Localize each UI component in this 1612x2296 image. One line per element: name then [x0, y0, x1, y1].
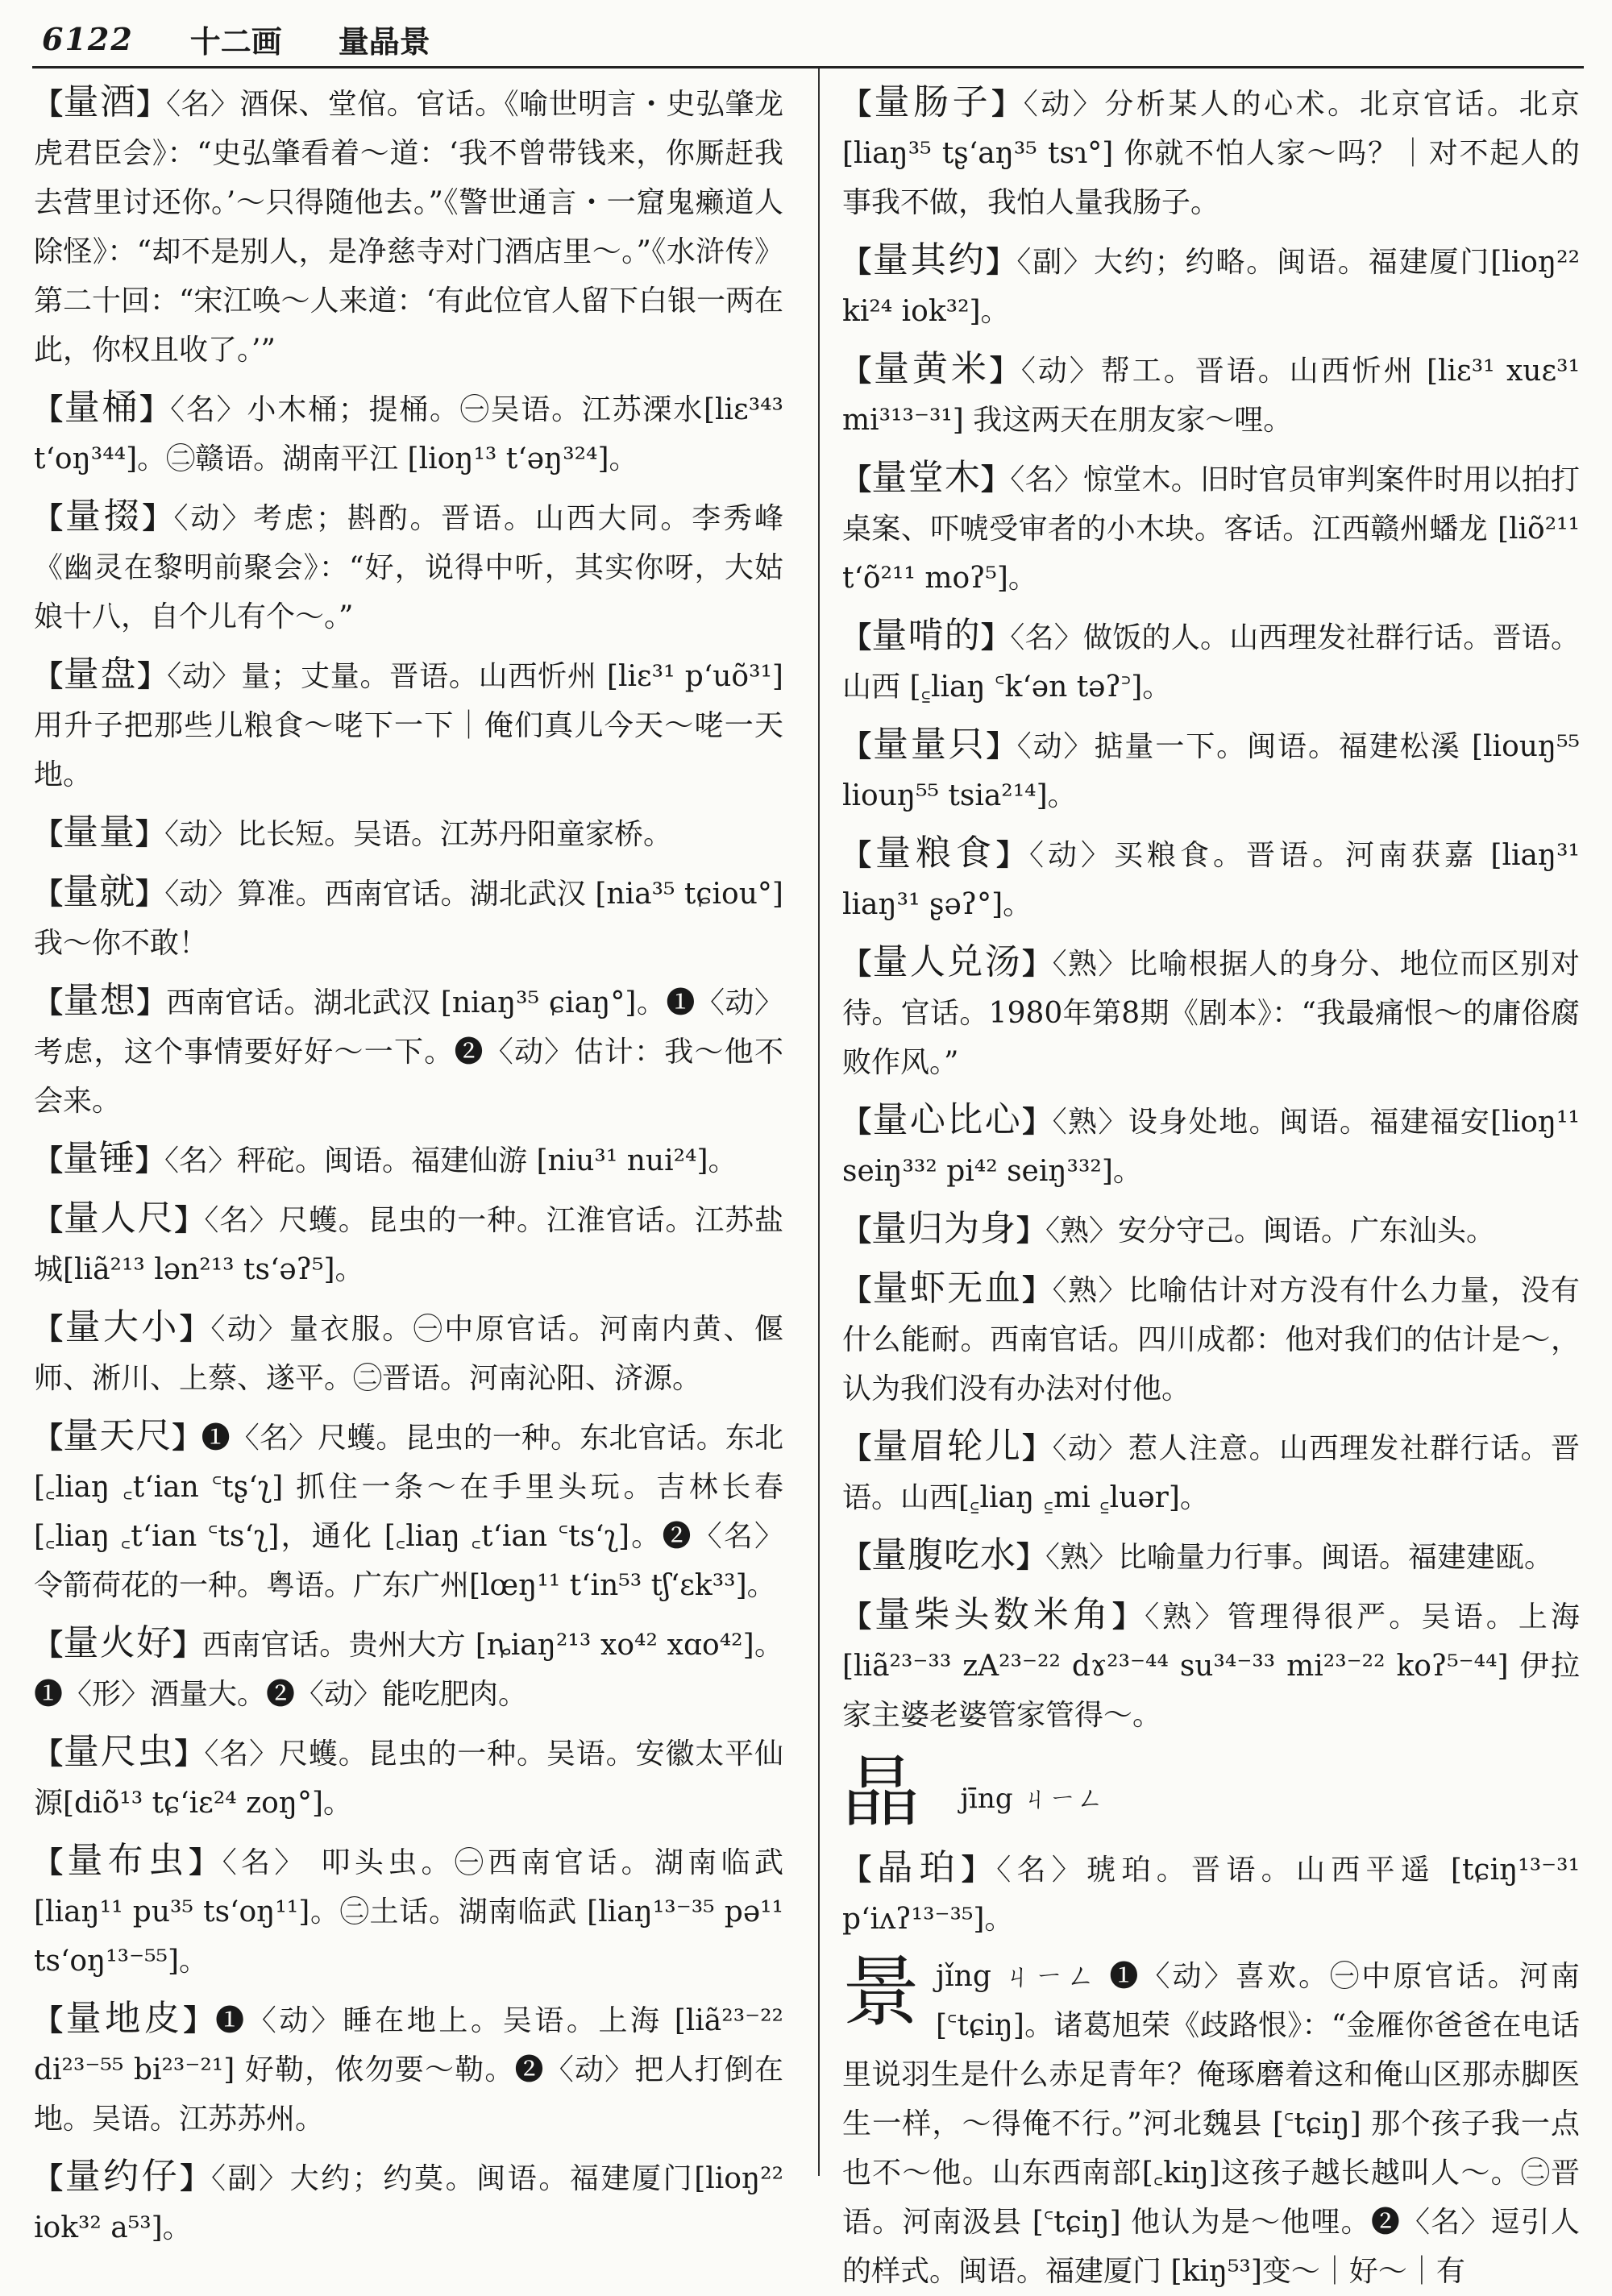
entry-headword: 量约仔 [64, 2156, 181, 2197]
dictionary-entry [842, 720, 1580, 820]
entry-headword: 量眉轮儿 [872, 1426, 1023, 1467]
bracket-close: 】 [172, 1628, 202, 1662]
dictionary-entry [842, 1530, 1580, 1582]
section-chars: 量晶景 [338, 23, 430, 60]
bracket-close: 】 [989, 354, 1021, 388]
bracket-open: 【 [842, 729, 873, 763]
dictionary-entry [34, 976, 783, 1126]
bracket-close: 】 [986, 245, 1017, 279]
entry-headword: 量地皮 [65, 1998, 184, 2039]
dictionary-entry [34, 867, 783, 968]
dictionary-entry [34, 1727, 783, 1828]
entry-definition: 〈动〉量衣服。㊀中原官话。河南内黄、偃师、淅川、上蔡、遂平。㊁晋语。河南沁阳、济源。 [34, 1313, 783, 1395]
entry-definition: 〈名〉 叩头虫。㊀西南官话。湖南临武 [liaŋ¹¹ pu³⁵ tsʻoŋ¹¹]。㊁土话。湖南临武 [liaŋ¹³⁻³⁵ pə¹¹ tsʻoŋ¹³⁻⁵⁵]。 [34, 1846, 783, 1978]
bracket-open: 【 [34, 1203, 64, 1237]
bracket-open: 【 [34, 817, 64, 851]
entry-headword: 量掇 [64, 496, 143, 537]
entry-definition: 〈动〉比长短。吴语。江苏丹阳童家桥。 [164, 818, 673, 851]
entry-headword: 量心比心 [872, 1099, 1023, 1140]
bracket-open: 【 [842, 947, 873, 981]
bracket-open: 【 [842, 1431, 873, 1465]
entry-headword: 量量 [63, 812, 136, 853]
bracket-open: 【 [842, 245, 873, 279]
jing-head [842, 1748, 1580, 1843]
dictionary-entry [34, 492, 783, 641]
bracket-close: 】 [986, 729, 1017, 763]
column-divider [818, 69, 820, 2176]
header-rule [32, 66, 1584, 69]
entry-definition: 〈名〉琥珀。晋语。山西平遥 [tɕiŋ¹³⁻³¹ pʻiʌʔ¹³⁻³⁵]。 [842, 1854, 1580, 1936]
dictionary-entry [34, 383, 783, 484]
bracket-close: 】 [981, 621, 1011, 654]
bracket-open: 【 [842, 463, 872, 496]
bracket-close: 】 [961, 1853, 997, 1887]
dictionary-entry [34, 1994, 783, 2144]
dictionary-entry [34, 77, 783, 375]
bracket-close: 】 [991, 87, 1024, 121]
entry-headword: 晶珀 [877, 1847, 962, 1888]
bracket-open: 【 [34, 986, 64, 1019]
dictionary-entry [34, 808, 783, 859]
dictionary-entry [842, 611, 1580, 712]
bracket-open: 【 [34, 1144, 64, 1177]
entry-headword: 量大小 [64, 1306, 180, 1347]
dictionary-entry [34, 1411, 783, 1610]
entry-headword: 量黄米 [873, 348, 990, 389]
dictionary-entry [842, 453, 1580, 603]
dictionary-entry [34, 650, 783, 799]
dictionary-entry [34, 1618, 783, 1719]
jing-char: 晶 [842, 1747, 920, 1837]
dictionary-entry [842, 1204, 1580, 1256]
dictionary-entry [842, 1095, 1580, 1196]
entry-headword: 量酒 [63, 81, 137, 122]
entry-definition: 〈动〉帮工。晋语。山西忻州 [liɛ³¹ xuɛ³¹ mi³¹³⁻³¹] 我这两天在朋友家～哩。 [842, 355, 1580, 437]
page-number: 6122 [42, 20, 134, 57]
entry-headword: 量锤 [63, 1138, 136, 1179]
dictionary-entry [34, 1836, 783, 1986]
entry-definition: 〈副〉大约；约莫。闽语。福建厦门[lioŋ²² iok³² a⁵³]。 [34, 2162, 784, 2244]
bracket-open: 【 [34, 1737, 64, 1771]
bracket-close: 】 [1016, 1214, 1046, 1248]
entry-headword: 量腹吃水 [871, 1534, 1017, 1576]
bracket-close: 】 [179, 1312, 211, 1346]
entry-headword: 量人尺 [63, 1198, 175, 1239]
dictionary-entry [34, 1134, 783, 1185]
bracket-open: 【 [842, 838, 875, 872]
entry-definition: 〈名〉秤砣。闽语。福建仙游 [niu³¹ nui²⁴]。 [164, 1144, 737, 1177]
bracket-close: 】 [139, 392, 171, 426]
bracket-close: 】 [136, 986, 167, 1019]
section-label: 十二画 [189, 23, 282, 60]
bracket-open: 【 [842, 1273, 873, 1307]
entry-definition: 〈熟〉比喻根据人的身分、地位而区别对待。官话。1980年第8期《剧本》：“我最痛恨～的庸俗腐败作风。” [842, 948, 1580, 1079]
bracket-close: 】 [137, 659, 168, 693]
bracket-close: 】 [136, 87, 166, 121]
bracket-open: 【 [34, 87, 64, 121]
entry-definition: 〈动〉算准。西南官话。湖北武汉 [nia³⁵ tɕiou°] 我～你不敢！ [34, 878, 783, 960]
entry-headword: 量柴头数米角 [875, 1594, 1112, 1635]
dictionary-entry [34, 2152, 783, 2252]
dictionary-entry [34, 1302, 783, 1403]
bracket-open: 【 [34, 501, 65, 535]
bracket-close: 】 [1022, 947, 1053, 981]
bracket-close: 】 [183, 2003, 216, 2037]
bracket-open: 【 [34, 1628, 64, 1662]
dictionary-entry [842, 1264, 1580, 1414]
entry-definition: 〈名〉尺蠖。昆虫的一种。吴语。安徽太平仙源[diõ¹³ tɕʻiɛ²⁴ zoŋ°]。 [34, 1738, 783, 1820]
entry-definition: 〈熟〉设身处地。闽语。福建福安[lioŋ¹¹ seiŋ³³² pi⁴² seiŋ³³²]。 [842, 1106, 1580, 1188]
entry-definition: 〈动〉买粮食。晋语。河南获嘉 [liaŋ³¹ liaŋ³¹ ʂəʔ°]。 [842, 839, 1580, 921]
entry-headword: 量啃的 [871, 615, 981, 656]
entry-headword: 量尺虫 [63, 1731, 175, 1772]
bracket-close: 】 [1016, 1540, 1046, 1574]
entry-headword: 量堂木 [871, 457, 981, 498]
bracket-open: 【 [34, 659, 64, 693]
dictionary-entry [842, 1843, 1580, 1944]
entry-headword: 量天尺 [63, 1415, 172, 1456]
entry-definition: ❶〈名〉尺蠖。昆虫的一种。东北官话。东北[꜀liaŋ ꜀tʻian ꜂tʂʻʅ] 抓住一条～在手里头玩。吉林长春[꜀liaŋ ꜀tʻian ꜂tsʻʅ]，通化 [꜀liaŋ ꜀tʻian ꜂tsʻʅ]。❷〈名〉令箭荷花的一种。粤语。广东广州[lœŋ¹¹ tʻin⁵³ tʃʻɛk³³]。 [34, 1422, 783, 1602]
entry-definition: 〈熟〉比喻估计对方没有什么力量，没有什么能耐。西南官话。四川成都：他对我们的估计是～，认为我们没有办法对付他。 [842, 1274, 1580, 1405]
entry-definition: 〈动〉掂量一下。闽语。福建松溪 [liouŋ⁵⁵ liouŋ⁵⁵ tsia²¹⁴]。 [842, 730, 1580, 812]
bracket-open: 【 [842, 1214, 872, 1248]
entry-headword: 量盘 [63, 654, 138, 695]
jing2-char: 景 [842, 1947, 920, 2037]
entry-headword: 量肠子 [874, 81, 992, 122]
jing-pinyin: jīng ㄐㄧㄥ [960, 1783, 1104, 1815]
bracket-open: 【 [842, 621, 872, 654]
bracket-open: 【 [34, 1421, 64, 1455]
jing2-text: jǐng ㄐㄧㄥ ❶〈动〉喜欢。㊀中原官话。河南[꜂tɕiŋ]。诸葛旭荣《歧路恨》：“金雁你爸爸在电话里说羽生是什么赤足青年？俺琢磨着这和俺山区那赤脚医生一样，～得俺不行。”河北魏县 [꜂tɕiŋ] 那个孩子我一点也不～他。山东西南部[꜀kiŋ]这孩子越长越叫人～。㊁晋语。河南汲县 [꜂tɕiŋ] 他认为是～他哩。❷〈名〉逗引人的样式。闽语。福建厦门 [kiŋ⁵³]变～｜好～｜有 [842, 1960, 1580, 2288]
bracket-open: 【 [842, 1540, 872, 1574]
entry-definition: 〈名〉惊堂木。旧时官员审判案件时用以拍打桌案、吓唬受审者的小木块。客话。江西赣州蟠龙 [liõ²¹¹ tʻõ²¹¹ moʔ⁵]。 [842, 463, 1580, 595]
bracket-open: 【 [34, 392, 64, 426]
bracket-open: 【 [842, 1105, 873, 1139]
bracket-close: 】 [174, 1737, 205, 1771]
dictionary-entry [842, 828, 1580, 929]
entry-definition: 〈熟〉比喻量力行事。闽语。福建建瓯。 [1045, 1541, 1554, 1574]
entry-definition: 〈名〉做饭的人。山西理发社群行话。晋语。山西 [꜁liaŋ ꜂kʻən təʔ꜄]。 [842, 621, 1580, 704]
page-header [42, 15, 1573, 63]
bracket-open: 【 [34, 1846, 68, 1879]
entry-headword: 量布虫 [67, 1840, 189, 1881]
entry-headword: 量人兑汤 [872, 941, 1023, 982]
bracket-close: 】 [981, 463, 1011, 496]
entry-headword: 量量只 [872, 724, 987, 765]
entry-definition: 〈熟〉安分守己。闽语。广东汕头。 [1045, 1214, 1496, 1248]
bracket-open: 【 [34, 1312, 65, 1346]
jing2-entry [842, 1947, 1580, 2296]
bracket-close: 】 [135, 877, 165, 911]
dictionary-entry [34, 1194, 783, 1294]
bracket-close: 】 [1022, 1431, 1053, 1465]
entry-headword: 量就 [63, 871, 136, 912]
dictionary-entry [842, 1590, 1580, 1740]
dictionary-entry [842, 344, 1580, 445]
bracket-close: 】 [1112, 1600, 1145, 1634]
bracket-open: 【 [842, 87, 875, 121]
bracket-open: 【 [842, 1600, 875, 1634]
entry-definition: ❶〈动〉睡在地上。吴语。上海 [liã²³⁻²² di²³⁻⁵⁵ bi²³⁻²¹] 好勒，侬勿要～勒。❷〈动〉把人打倒在地。吴语。江苏苏州。 [34, 2004, 783, 2136]
entry-definition: 〈名〉酒保、堂倌。官话。《喻世明言・史弘肇龙虎君臣会》：“史弘肇看着～道：‘我不曾带钱来，你厮赶我去营里讨还你。’～只得随他去。”《警世通言・一窟鬼癞道人除怪》：“却不是别人，是净慈寺对门酒店里～。”《水浒传》第二十回：“宋江唤～人来道：‘有此位官人留下白银一两在此，你权且收了。’” [34, 88, 783, 367]
entry-definition: 西南官话。湖北武汉 [niaŋ³⁵ ɕiaŋ°]。❶〈动〉考虑，这个事情要好好～一下。❷〈动〉估计：我～他不会来。 [34, 986, 783, 1118]
entry-headword: 量想 [63, 980, 137, 1021]
bracket-close: 】 [180, 2161, 211, 2195]
entry-definition: 〈副〉大约；约略。闽语。福建厦门[lioŋ²² ki²⁴ iok³²]。 [842, 246, 1580, 328]
bracket-close: 】 [142, 501, 174, 535]
bracket-close: 】 [135, 1144, 165, 1177]
bracket-close: 】 [172, 1421, 202, 1455]
bracket-close: 】 [189, 1846, 222, 1879]
bracket-open: 【 [34, 877, 64, 911]
entry-definition: 〈动〉考虑；斟酌。晋语。山西大同。李秀峰《幽灵在黎明前聚会》：“好，说得中听，其实你呀，大姑娘十八，自个儿有个～。” [34, 502, 783, 633]
entry-headword: 量火好 [63, 1622, 173, 1663]
entry-definition: 〈动〉分析某人的心术。北京官话。北京 [liaŋ³⁵ tʂʻaŋ³⁵ tsɿ°] 你就不怕人家～吗？｜对不起人的事我不做，我怕人量我肠子。 [842, 88, 1580, 219]
entry-definition: 〈名〉尺蠖。昆虫的一种。江淮官话。江苏盐城[liã²¹³ lən²¹³ tsʻəʔ⁵]。 [34, 1204, 783, 1286]
dictionary-entry [842, 77, 1580, 227]
dictionary-entry [842, 235, 1580, 336]
bracket-close: 】 [174, 1203, 205, 1237]
bracket-close: 】 [1022, 1273, 1053, 1307]
dictionary-entry [842, 1422, 1580, 1522]
bracket-open: 【 [842, 354, 874, 388]
entry-definition: 〈动〉量；丈量。晋语。山西忻州 [liɛ³¹ pʻuõ³¹] 用升子把那些儿粮食～咾下一下｜俺们真儿今天～咾一天地。 [34, 660, 783, 791]
bracket-open: 【 [34, 2161, 65, 2195]
left-column [34, 77, 784, 2244]
entry-headword: 量粮食 [875, 832, 996, 874]
entry-definition: 〈名〉小木桶；提桶。㊀吴语。江苏溧水[liɛ³⁴³ tʻoŋ³⁴⁴]。㊁赣语。湖南平江 [lioŋ¹³ tʻəŋ³²⁴]。 [34, 393, 783, 475]
bracket-close: 】 [996, 838, 1029, 872]
bracket-open: 【 [842, 1853, 878, 1887]
bracket-open: 【 [34, 2003, 66, 2037]
entry-definition: 〈动〉惹人注意。山西理发社群行话。晋语。山西[꜁liaŋ ꜁mi ꜁luər]。 [842, 1432, 1580, 1514]
bracket-close: 】 [1022, 1105, 1053, 1139]
entry-headword: 量归为身 [871, 1208, 1017, 1249]
entry-headword: 量其约 [872, 239, 987, 280]
entry-headword: 量桶 [64, 387, 140, 428]
entry-definition: 〈熟〉管理得很严。吴语。上海 [liã²³⁻³³ zA²³⁻²² dɤ²³⁻⁴⁴ su³⁴⁻³³ mi²³⁻²² koʔ⁵⁻⁴⁴] 伊拉家主婆老婆管家管得～。 [842, 1601, 1580, 1732]
bracket-close: 】 [135, 817, 165, 851]
right-column [842, 77, 1580, 2288]
dictionary-entry [842, 937, 1580, 1087]
entry-definition: 西南官话。贵州大方 [ȵiaŋ²¹³ xo⁴² xɑo⁴²]。❶〈形〉酒量大。❷〈动〉能吃肥肉。 [34, 1629, 783, 1711]
entry-headword: 量虾无血 [872, 1268, 1023, 1309]
